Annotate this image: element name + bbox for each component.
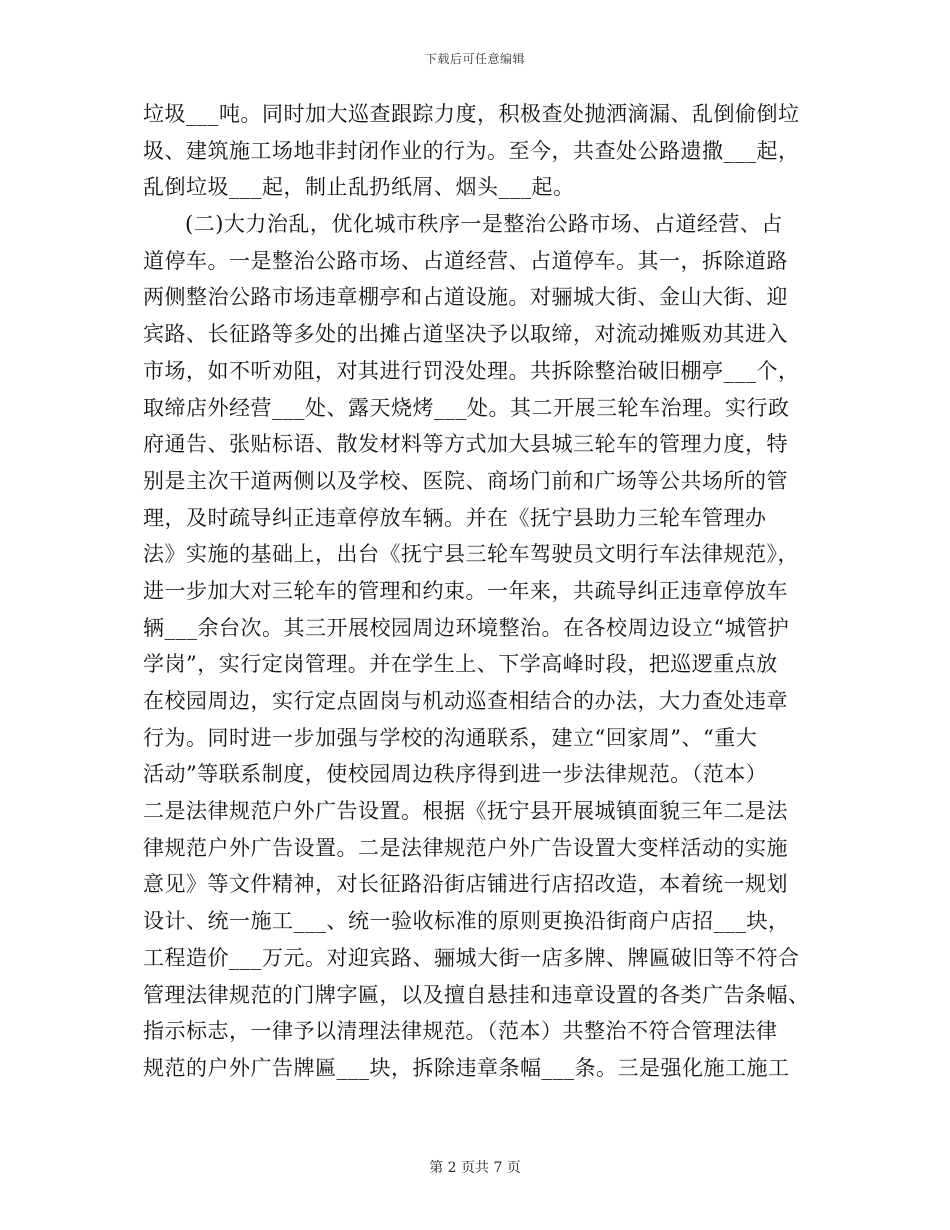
body-text	[143, 96, 809, 1087]
text-line: 二是法律规范户外广告设置。根据《抚宁县开展城镇面貌三年二是法	[143, 799, 788, 824]
page-number: 第 2 页共 7 页	[429, 1160, 521, 1176]
text-line: 规范的户外广告牌匾___块，拆除违章条幅___条。三是强化施工施工	[143, 1055, 790, 1080]
text-line: 别是主次干道两侧以及学校、医院、商场门前和广场等公共场所的管	[143, 468, 788, 493]
text-line: 理，及时疏导纠正违章停放车辆。并在《抚宁县助力三轮车管理办	[143, 505, 767, 530]
paragraph-start-line: (二)大力治乱，优化城市秩序一是整治公路市场、占道经营、占	[185, 212, 783, 237]
text-line: 圾、建筑施工场地非封闭作业的行为。至今，共查处公路遗撒___起，	[143, 138, 800, 163]
text-line: 府通告、张贴标语、散发材料等方式加大县城三轮车的管理力度，特	[143, 432, 788, 457]
text-line: 道停车。一是整治公路市场、占道经营、占道停车。其一，拆除道路	[143, 248, 788, 273]
text-line: 律规范户外广告设置。二是法律规范户外广告设置大变样活动的实施	[143, 835, 788, 860]
text-line: 垃圾___吨。同时加大巡查跟踪力度，积极查处抛洒滴漏、乱倒偷倒垃	[143, 102, 800, 126]
text-line: 行为。同时进一步加强与学校的沟通联系，建立“回家周”、“重大	[143, 725, 758, 750]
text-line: 设计、统一施工___、统一验收标准的原则更换沿街商户店招___块，	[143, 909, 790, 934]
text-line: 取缔店外经营___处、露天烧烤___处。其二开展三轮车治理。实行政	[143, 395, 790, 420]
text-line: 意见》等文件精神，对长征路沿街店铺进行店招改造，本着统一规划	[143, 872, 788, 897]
text-line: 法》实施的基础上，出台《抚宁县三轮车驾驶员文明行车法律规范》，	[143, 542, 799, 567]
text-line: 学岗”，实行定岗管理。并在学生上、下学高峰时段，把巡逻重点放	[143, 652, 778, 677]
text-line: 在校园周边，实行定点固岗与机动巡查相结合的办法，大力查处违章	[143, 689, 788, 713]
text-line: 市场，如不听劝阻，对其进行罚没处理。共拆除整治破旧棚亭___个，	[143, 358, 800, 383]
text-line: 指示标志，一律予以清理法律规范。（范本）共整治不符合管理法律	[143, 1019, 778, 1044]
text-line: 辆___余台次。其三开展校园周边环境整治。在各校周边设立“城管护	[143, 615, 790, 640]
text-line: 工程造价___万元。对迎宾路、骊城大街一店多牌、牌匾破旧等不符合	[143, 945, 800, 970]
page-header: 下载后可任意编辑	[424, 52, 525, 66]
text-line: 乱倒垃圾___起，制止乱扔纸屑、烟头___起。	[143, 175, 575, 200]
text-line: 两侧整治公路市场违章棚亭和占道设施。对骊城大街、金山大街、迎	[143, 285, 788, 310]
text-line: 宾路、长征路等多处的出摊占道坚决予以取缔，对流动摊贩劝其进入	[143, 322, 788, 347]
text-line: 进一步加大对三轮车的管理和约束。一年来，共疏导纠正违章停放车	[143, 578, 788, 603]
text-line: 活动”等联系制度，使校园周边秩序得到进一步法律规范。（范本）	[143, 762, 768, 787]
text-line: 管理法律规范的门牌字匾，以及擅自悬挂和违章设置的各类广告条幅、	[143, 982, 810, 1007]
